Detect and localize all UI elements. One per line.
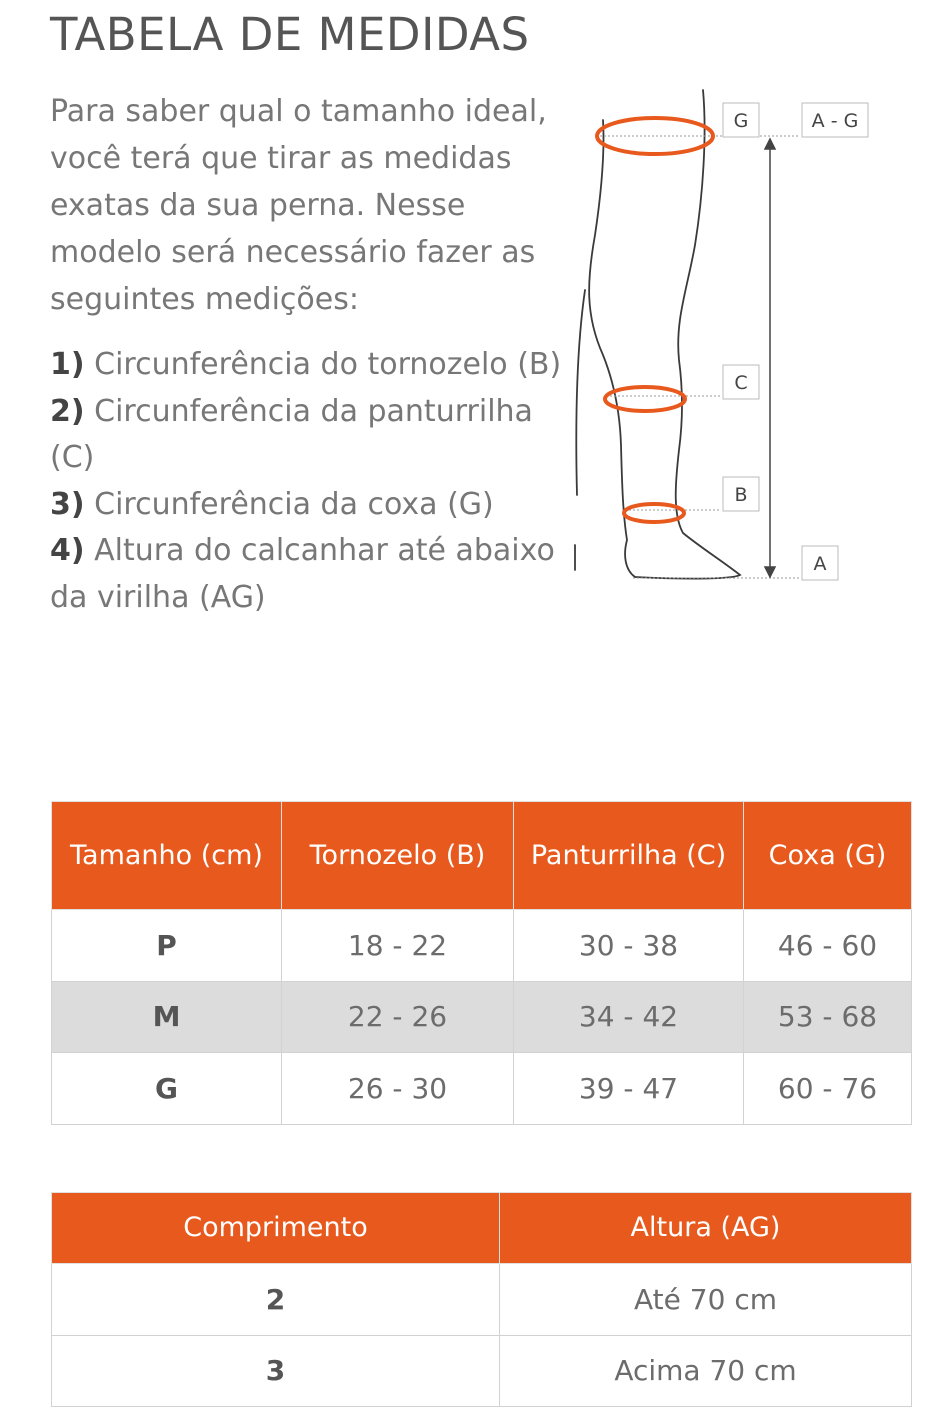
- ankle-cell: 18 - 22: [282, 910, 514, 982]
- height-cell: Acima 70 cm: [500, 1335, 912, 1407]
- label-b: B: [734, 484, 748, 506]
- step-4: [50, 528, 580, 621]
- step-number: 1): [50, 347, 85, 382]
- size-cell: M: [52, 981, 282, 1053]
- calf-ring: [605, 387, 685, 411]
- length-table-header: [52, 1193, 912, 1264]
- label-ag: A - G: [811, 110, 859, 132]
- label-g: G: [733, 110, 749, 132]
- leg-measurement-diagram: [565, 85, 885, 590]
- header-coxa: Coxa (G): [744, 802, 912, 910]
- header-tornozelo: Tornozelo (B): [282, 802, 514, 910]
- thigh-cell: 46 - 60: [744, 910, 912, 982]
- label-a: A: [813, 553, 827, 575]
- measurement-steps: [50, 342, 580, 621]
- step-number: 4): [50, 533, 85, 568]
- step-text: Circunferência da coxa (G): [94, 486, 494, 522]
- header-tamanho: Tamanho (cm): [52, 802, 282, 910]
- calf-cell: 39 - 47: [514, 1053, 744, 1125]
- calf-cell: 30 - 38: [514, 910, 744, 982]
- step-text: Circunferência do tornozelo (B): [94, 347, 562, 382]
- ankle-cell: 22 - 26: [282, 981, 514, 1053]
- step-2: [50, 389, 580, 482]
- calf-cell: 34 - 42: [514, 981, 744, 1053]
- table-row: [52, 910, 912, 982]
- thigh-cell: 53 - 68: [744, 981, 912, 1053]
- table-row: [52, 981, 912, 1053]
- thigh-cell: 60 - 76: [744, 1053, 912, 1125]
- measure-rings: [597, 118, 713, 522]
- size-cell: G: [52, 1053, 282, 1125]
- length-cell: 2: [52, 1264, 500, 1336]
- step-text: Altura do calcanhar até abaixo da virilha (AG): [50, 533, 555, 615]
- step-text: Circunferência da panturrilha (C): [50, 393, 533, 475]
- table-row: [52, 1053, 912, 1125]
- size-cell: P: [52, 910, 282, 982]
- intro-text: Para saber qual o tamanho ideal, você terá que tirar as medidas exatas da sua perna. Nesse modelo será necessário fazer as seguintes medições:: [50, 94, 547, 317]
- size-table: [51, 801, 912, 1125]
- table-row: [52, 1264, 912, 1336]
- ankle-cell: 26 - 30: [282, 1053, 514, 1125]
- table-row: [52, 1335, 912, 1407]
- length-table: [51, 1192, 912, 1407]
- page-title: TABELA DE MEDIDAS: [50, 8, 530, 61]
- height-cell: Até 70 cm: [500, 1264, 912, 1336]
- size-table-header: [52, 802, 912, 910]
- thigh-ring: [597, 118, 713, 154]
- label-c: C: [734, 372, 748, 394]
- header-altura: Altura (AG): [500, 1193, 912, 1264]
- step-1: [50, 342, 580, 389]
- step-number: 2): [50, 393, 85, 429]
- step-3: [50, 482, 580, 529]
- height-arrow: [765, 139, 775, 577]
- step-number: 3): [50, 486, 85, 522]
- header-comprimento: Comprimento: [52, 1193, 500, 1264]
- header-panturrilha: Panturrilha (C): [514, 802, 744, 910]
- length-cell: 3: [52, 1335, 500, 1407]
- ankle-ring: [624, 504, 684, 522]
